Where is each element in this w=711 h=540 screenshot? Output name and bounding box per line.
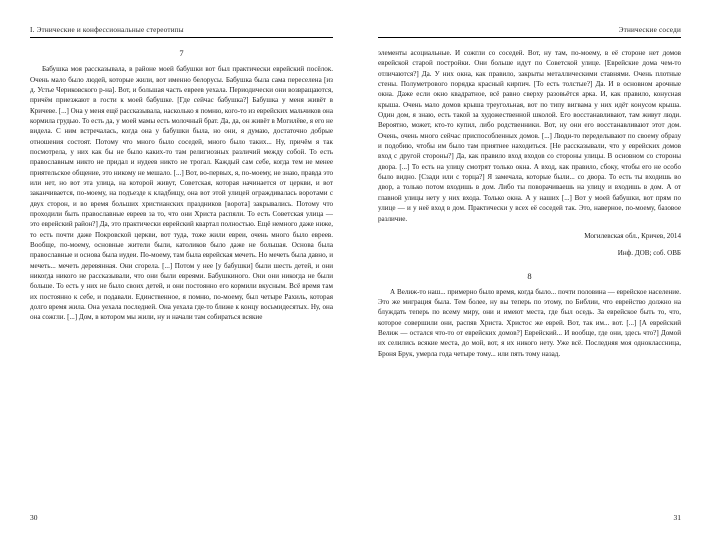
running-head-left: I. Этнические и конфессиональные стереотипы — [30, 26, 184, 34]
header-rule-left — [30, 37, 333, 38]
paragraph: Бабушка моя рассказывала, в районе моей бабушки вот был практически еврейский посёлок. Очень мало было людей, которые жили, вот именно белорусы. Бабушка была сама переселена [из д. Устье Чериковского р-на]. Вот, и большая часть евреев уехала. Периодически они возвращаются, причём приезжают в гости к моей бабушке. [Где сейчас бабушка?] Бабушка у меня живёт в Кричеве. [...] Она у меня ещё рассказывала, насколько я помню, кого-то из еврейских мальчиков она кормила грудью. То есть да, у моей мамы есть молочный брат. Да, да, он живёт в Могилёве, я его не видела. С ним встречалась, когда она у бабушки была, но они, я думаю, достаточно добрые отношения состоят. Потому что много было соседей, много было таких... Ну, причём я так посмотрела, у них как бы не было каких-то там религиозных различий между собой. То есть православным никто не придал и нудеев никто не трогал. Каждый сам себе, когда тем не менее приятельское общение, это никому не мешало. [...] Вот, во-первых, я, по-моему, не знаю, правда это или нет, но вот эта улица, на которой живут, Советская, которая начинается от церкви, и вот заканчивается, по-моему, на подъезде к кладбищу, она вот этой улицей ограждивалась воротами с двух сторон, и во время больших христианских праздников [ворота] закрывались. Потому что проходили быть православные евреев за то, что они Христа распяли. То есть Советская улица — это еврейский район?] Да, это практически еврейский квартал полностью. Ещё немного даже ниже, то есть почти даже Покровской церкви, вот туда, тоже жили евреи, очень много было евреев. Вообще, по-моему, основные жители были, католиков было даже не большая. Основа была православные и основа была иудеи. По-моему, там была еврейская мечеть. Но мечеть была давно, и мечеть... мечеть деревянная. Они сгорела. [...] Потом у нее [у бабушки] были шесть детей, и они никогда никого не рассказывали, что они были евреями. Бабушкиного. Они они никогда не были больше. То есть у них не было своих детей, и они постоянно его кормили вкусным. Всё время там их постоянно к себе, и подавали. Единственное, я помню, по-моему, был четыре Рахиль, которая долго время жила. Она уехала последней. Она уехала где-то ближе к концу восьмидесятых. Ну, она она сожгли. [...] Дом, в котором мы жили, ну и начали там собираться всякие — [30, 65, 333, 322]
folio-left: 30 — [30, 513, 38, 522]
folio-right: 31 — [673, 513, 681, 522]
section-number-8: 8 — [527, 270, 532, 281]
running-head-right: Этнические соседи — [618, 26, 681, 34]
paragraph: А Велиж-то наш... примерно было время, когда было... почти половина — еврейское население. Это же миграция была. Тем более, ну вы теперь по этому, по Библии, что еврейство должно на блуждать теперь по всему миру, они и имеют места, где был оседь. За еврейское быть то, что, которое совершили они, распяв Христа. Христос же еврей. Вот, так им... вот. [...] [А еврейский Велиж — остался что-то от еврейских домов?] Еврейский... И вообще, где они, здесь что?] Домой их селились всякие места, до мой, вот, я их никого нету. Уже всё. Последняя моя одноклассница, Броня Брук, умерла года четыре тому... или пять тому назад. — [378, 287, 681, 358]
header-rule-right — [378, 37, 681, 38]
left-text-column — [30, 48, 333, 492]
source-line-location: Могилевская обл., Кричев, 2014 — [584, 231, 681, 240]
paragraph-continued: элементы асоциальные. И сожгли со соседей. Вот, ну там, по-моему, в её стороне нет домов еврейской старой постройки. Они больше идут по Советской улице. [Еврейские дома чем-то отличаются?] Да. У них окна, как правило, закрыты металлическими ставнями. Очень плотные стены. Полуметрового порядка красный кирпич. [То есть толстые?] Да. И в основном арочные окна. Даже если окно квадратное, всё равно сверху разовьётся арка. И, как правило, конусная крыша. Очень мало домов крыша треугольная, вот по типу вигвама у них идёт конусом крыша. Один дом, я знаю, есть такой за художественной школой. Его восстанавливают, там живут люди. Вероятно, может, кто-то купил, либо родственники. Вот, ну они его восстанавливают этот дом. Очень, очень много сейчас приспособленных домов. [...] Люди-то переделывают по своему образу и подобию, чтобы им было там приятнее находиться. [Не рассказывали, что у еврейских домов вход с другой стороны?] Да, как правило вход входов со стороны улицы. В основном со стороны двора. [...] То есть на улицу смотрят только окна. А вход, как правило, сбоку, чтобы его не особо было видно. [Сзади или с торца?] Я замечала, которые были... со двора. То есть ты входишь во двор, а только потом входишь в дом. Либо ты поворачиваешь на улицу и входишь в дом. А от главной улицы нету у них входа. Только окна. А у наших [...] Вот у моей бабушки, вот прям по улице — и у неё вход в дом. Практически у всех её соседей так. Это, наверное, по-моему, базовое различие. — [378, 49, 681, 223]
right-text-column — [378, 48, 681, 492]
section-number-7: 7 — [179, 48, 184, 58]
gutter — [355, 0, 356, 540]
source-line-informant: Инф. ДОВ; соб. ОВБ — [617, 249, 681, 258]
